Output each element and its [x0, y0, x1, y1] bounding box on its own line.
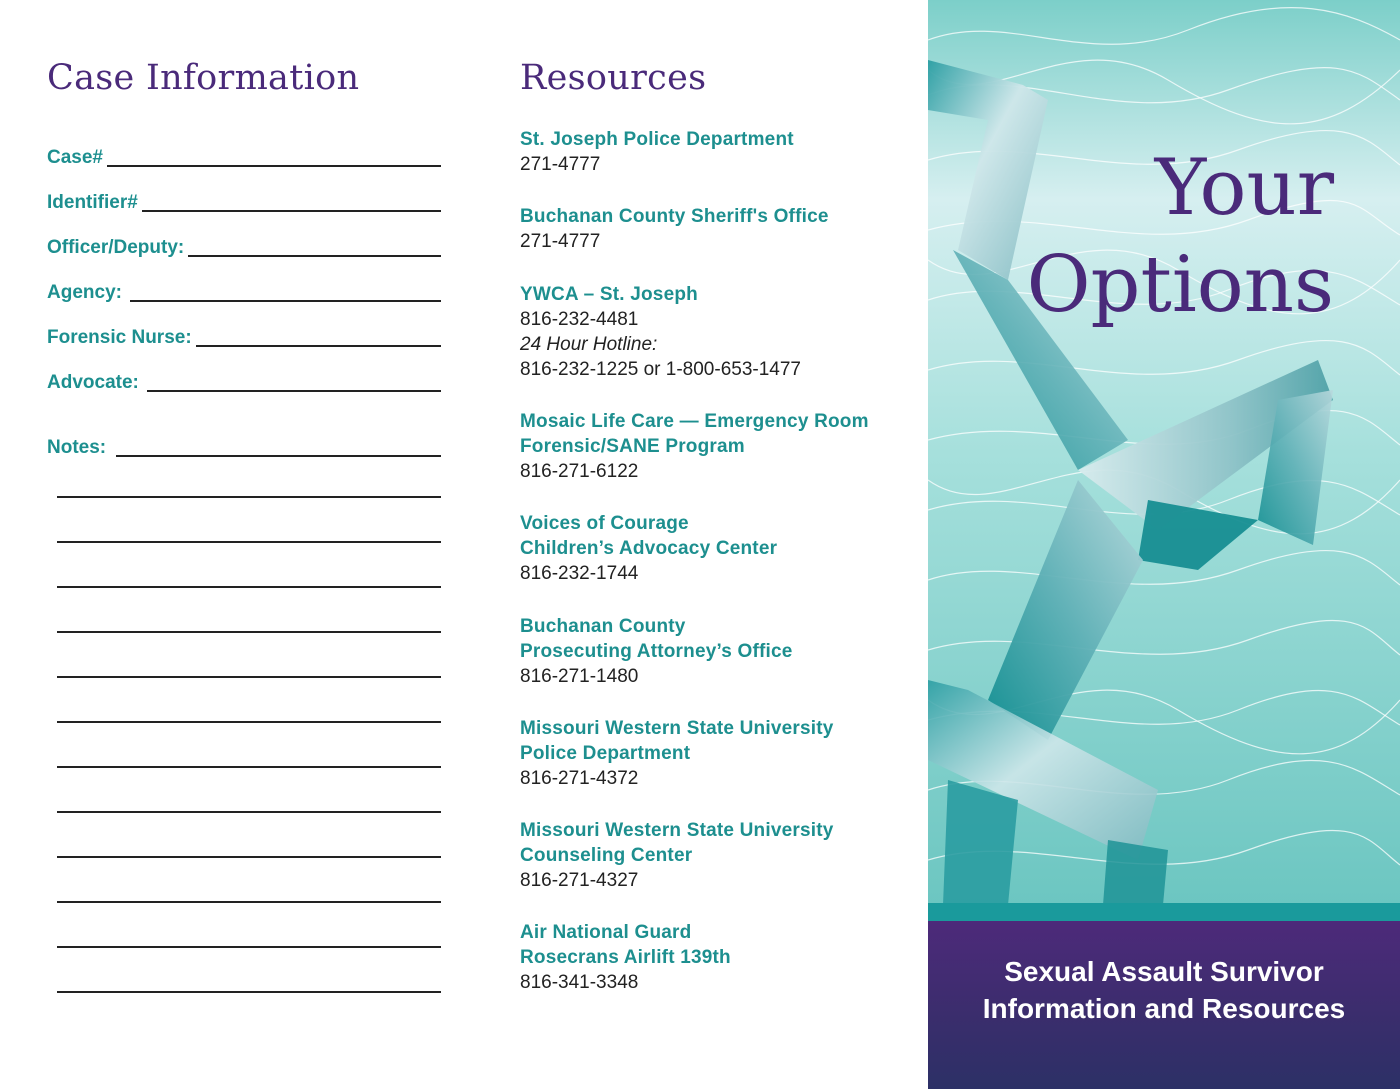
- notes-line[interactable]: [57, 721, 441, 723]
- resource-phone: 816-271-4327: [520, 870, 639, 891]
- notes-line[interactable]: [57, 541, 441, 543]
- case-number-label: Case#: [47, 147, 103, 168]
- notes-line[interactable]: [57, 766, 441, 768]
- notes-line[interactable]: [57, 811, 441, 813]
- resource-phone: 271-4777: [520, 231, 601, 252]
- forensic-nurse-label: Forensic Nurse:: [47, 327, 192, 348]
- officer-deputy-field[interactable]: [47, 231, 441, 257]
- notes-line[interactable]: [57, 586, 441, 588]
- resource-entry: [520, 409, 920, 484]
- resource-name-line-2: Police Department: [520, 743, 691, 764]
- resource-phone: 271-4777: [520, 154, 601, 175]
- notes-line[interactable]: [57, 496, 441, 498]
- notes-blank-line: [116, 454, 441, 457]
- advocate-blank-line: [147, 389, 441, 392]
- resource-name: St. Joseph Police Department: [520, 129, 794, 150]
- notes-line[interactable]: [57, 856, 441, 858]
- notes-line[interactable]: [57, 676, 441, 678]
- notes-label: Notes:: [47, 437, 107, 458]
- resource-name: Missouri Western State University: [520, 718, 834, 739]
- resource-name: Air National Guard: [520, 922, 692, 943]
- notes-line[interactable]: [57, 991, 441, 993]
- notes-line[interactable]: [57, 631, 441, 633]
- agency-label: Agency:: [47, 282, 122, 303]
- resources-panel: [470, 0, 928, 1089]
- notes-line[interactable]: [57, 901, 441, 903]
- resource-name: Buchanan County: [520, 616, 686, 637]
- resource-entry: [520, 204, 920, 254]
- resource-phone: 816-232-4481: [520, 309, 639, 330]
- resource-name-line-2: Children’s Advocacy Center: [520, 538, 778, 559]
- resource-name-line-2: Counseling Center: [520, 845, 693, 866]
- resource-entry: [520, 127, 920, 177]
- resource-entry: [520, 511, 920, 586]
- forensic-nurse-blank-line: [196, 344, 441, 347]
- resource-name: Missouri Western State University: [520, 820, 834, 841]
- resource-entry: [520, 282, 920, 382]
- identifier-blank-line: [142, 209, 441, 212]
- agency-field[interactable]: [47, 276, 441, 302]
- resource-phone: 816-232-1744: [520, 563, 639, 584]
- identifier-label: Identifier#: [47, 192, 138, 213]
- resource-name: Voices of Courage: [520, 513, 689, 534]
- case-information-heading: Case Information: [47, 58, 360, 98]
- subtitle-band: [928, 921, 1400, 1089]
- resource-entry: [520, 614, 920, 689]
- cover-subtitle: [928, 953, 1400, 1027]
- officer-deputy-blank-line: [188, 254, 441, 257]
- resources-heading: Resources: [520, 58, 707, 98]
- resource-entry: [520, 818, 920, 893]
- identifier-field[interactable]: [47, 186, 441, 212]
- cover-panel: [928, 0, 1400, 1089]
- advocate-label: Advocate:: [47, 372, 139, 393]
- case-information-panel: [0, 0, 470, 1089]
- resource-name-line-2: Rosecrans Airlift 139th: [520, 947, 731, 968]
- resource-entry: [520, 920, 920, 995]
- resource-entry: [520, 716, 920, 791]
- notes-line[interactable]: [57, 946, 441, 948]
- teal-divider-band: [928, 903, 1400, 921]
- resource-phone: 816-341-3348: [520, 972, 639, 993]
- case-number-blank-line: [107, 164, 441, 167]
- cover-title: [1027, 140, 1334, 334]
- resource-name: Buchanan County Sheriff's Office: [520, 206, 829, 227]
- agency-blank-line: [130, 299, 441, 302]
- case-number-field[interactable]: [47, 141, 441, 167]
- resource-name: Mosaic Life Care — Emergency Room: [520, 411, 869, 432]
- advocate-field[interactable]: [47, 366, 441, 392]
- cover-subtitle-line-1: Sexual Assault Survivor: [1004, 956, 1324, 987]
- resource-name-line-2: Forensic/SANE Program: [520, 436, 745, 457]
- resource-phone: 816-271-1480: [520, 666, 639, 687]
- cover-title-line-1: Your: [1154, 143, 1334, 233]
- hotline-phone: 816-232-1225 or 1-800-653-1477: [520, 359, 801, 380]
- hotline-label: 24 Hour Hotline:: [520, 334, 658, 355]
- notes-field[interactable]: [47, 431, 441, 457]
- teal-awareness-ribbon-illustration: [928, 0, 1400, 905]
- resource-phone: 816-271-6122: [520, 461, 639, 482]
- forensic-nurse-field[interactable]: [47, 321, 441, 347]
- resource-phone: 816-271-4372: [520, 768, 639, 789]
- officer-deputy-label: Officer/Deputy:: [47, 237, 185, 258]
- cover-subtitle-line-2: Information and Resources: [982, 993, 1346, 1024]
- cover-title-line-2: Options: [1026, 240, 1334, 330]
- resource-name: YWCA – St. Joseph: [520, 284, 698, 305]
- resource-name-line-2: Prosecuting Attorney’s Office: [520, 641, 793, 662]
